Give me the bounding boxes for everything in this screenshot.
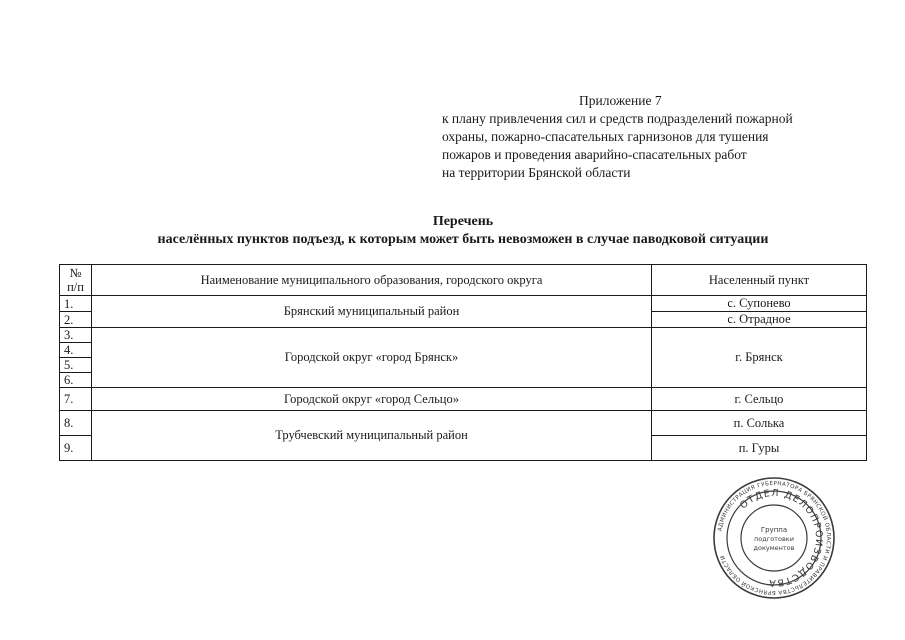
stamp-outer-text: АДМИНИСТРАЦИЯ ГУБЕРНАТОРА БРЯНСКОЙ ОБЛАСТИ И ПРАВИТЕЛЬСТВА БРЯНСКОЙ ОБЛАСТИ: [717, 480, 832, 596]
settlements-table: [59, 264, 867, 461]
settlement-cell: с. Супонево: [652, 296, 867, 312]
row-number: 1.: [60, 296, 92, 312]
appendix-line-2: охраны, пожарно-спасательных гарнизонов для тушения: [442, 129, 769, 144]
header-settlement: Населенный пункт: [652, 265, 867, 296]
header-number: [60, 265, 92, 296]
list-heading: [60, 213, 866, 249]
row-number: 4.: [60, 343, 92, 358]
table-row: [60, 388, 867, 411]
table-row: [60, 296, 867, 312]
settlement-cell: г. Брянск: [652, 328, 867, 388]
stamp-center-line-2: подготовки: [754, 535, 794, 543]
table-header-row: [60, 265, 867, 296]
settlement-cell: с. Отрадное: [652, 312, 867, 328]
row-number: 5.: [60, 358, 92, 373]
row-number: 2.: [60, 312, 92, 328]
stamp-department-text: ОТДЕЛ ДЕЛОПРОИЗВОДСТВА: [738, 487, 825, 589]
stamp-center-line-1: Группа: [760, 526, 788, 534]
appendix-number: Приложение 7: [579, 93, 662, 108]
settlement-cell: п. Солька: [652, 411, 867, 436]
municipality-cell: Трубчевский муниципальный район: [92, 411, 652, 461]
stamp-center-line-3: документов: [753, 544, 795, 552]
table-row: [60, 328, 867, 343]
appendix-header: [442, 92, 862, 182]
appendix-line-4: на территории Брянской области: [442, 165, 631, 180]
row-number: 9.: [60, 436, 92, 461]
row-number: 6.: [60, 373, 92, 388]
list-title: Перечень: [432, 214, 494, 229]
header-number-label: п/п: [67, 280, 84, 294]
municipality-cell: Городской округ «город Сельцо»: [92, 388, 652, 411]
table-row: [60, 411, 867, 436]
row-number: 8.: [60, 411, 92, 436]
settlement-cell: п. Гуры: [652, 436, 867, 461]
row-number: 7.: [60, 388, 92, 411]
list-subtitle: населённых пунктов подъезд, к которым может быть невозможен в случае паводковой ситуации: [157, 232, 769, 247]
municipality-cell: Городской округ «город Брянск»: [92, 328, 652, 388]
header-municipality: Наименование муниципального образования, городского округа: [92, 265, 652, 296]
municipality-cell: Брянский муниципальный район: [92, 296, 652, 328]
appendix-line-1: к плану привлечения сил и средств подразделений пожарной: [442, 111, 793, 126]
office-stamp: [712, 476, 836, 600]
row-number: 3.: [60, 328, 92, 343]
settlement-cell: г. Сельцо: [652, 388, 867, 411]
appendix-line-3: пожаров и проведения аварийно-спасательных работ: [442, 147, 747, 162]
header-number-sign: №: [69, 266, 82, 280]
